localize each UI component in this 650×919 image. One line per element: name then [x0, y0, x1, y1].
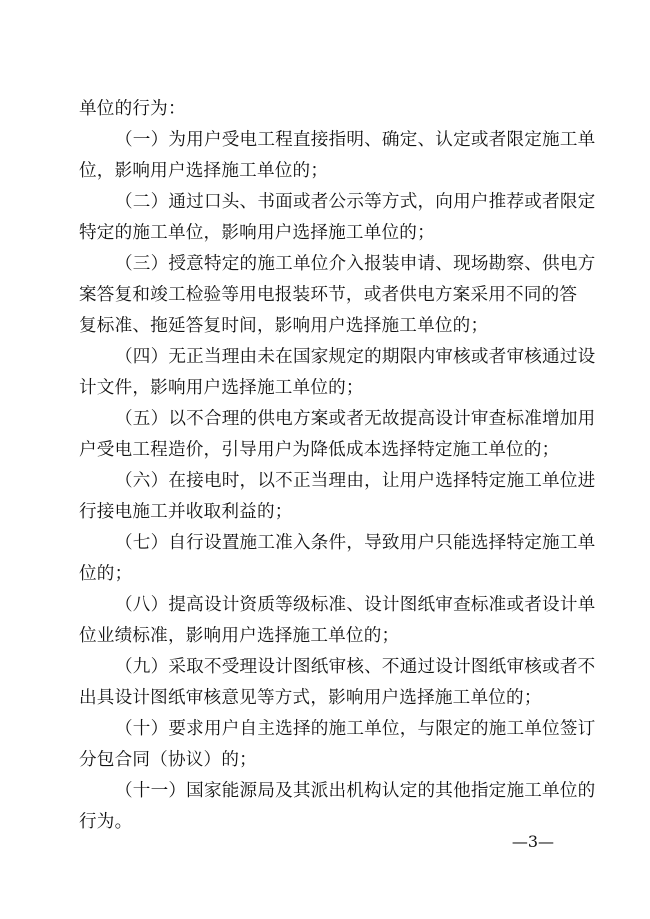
text-line: 出具设计图纸审核意见等方式，影响用户选择施工单位的；: [79, 688, 542, 708]
text-line: （六）在接电时，以不正当理由，让用户选择特定施工单位进: [115, 471, 596, 491]
text-line: （十）要求用户自主选择的施工单位，与限定的施工单位签订: [115, 719, 596, 739]
text-line: 行接电施工并收取利益的；: [79, 502, 293, 522]
text-line: 计文件，影响用户选择施工单位的；: [79, 378, 364, 398]
text-line: （四）无正当理由未在国家规定的期限内审核或者审核通过设: [115, 347, 596, 367]
text-line: （二）通过口头、书面或者公示等方式，向用户推荐或者限定: [115, 192, 596, 212]
page-number: —3—: [511, 832, 554, 851]
text-line: 户受电工程造价，引导用户为降低成本选择特定施工单位的；: [79, 440, 560, 460]
text-line: 案答复和竣工检验等用电报装环节，或者供电方案采用不同的答: [79, 285, 578, 305]
text-line: 位的；: [79, 564, 133, 584]
text-line: （九）采取不受理设计图纸审核、不通过设计图纸审核或者不: [115, 657, 596, 677]
text-line: （三）授意特定的施工单位介入报装申请、现场勘察、供电方: [115, 254, 596, 274]
text-line: 单位的行为：: [79, 99, 186, 119]
text-line: （十一）国家能源局及其派出机构认定的其他指定施工单位的: [115, 781, 596, 801]
text-line: 分包合同（协议）的；: [79, 750, 257, 770]
text-line: （五）以不合理的供电方案或者无故提高设计审查标准增加用: [115, 409, 596, 429]
text-line: 特定的施工单位，影响用户选择施工单位的；: [79, 223, 435, 243]
text-line: 位，影响用户选择施工单位的；: [79, 161, 329, 181]
text-line: （一）为用户受电工程直接指明、确定、认定或者限定施工单: [115, 130, 596, 150]
text-line: 行为。: [79, 812, 133, 832]
text-line: （八）提高设计资质等级标准、设计图纸审查标准或者设计单: [115, 595, 596, 615]
text-line: 位业绩标准，影响用户选择施工单位的；: [79, 626, 400, 646]
text-line: 复标准、拖延答复时间，影响用户选择施工单位的；: [79, 316, 489, 336]
text-line: （七）自行设置施工准入条件，导致用户只能选择特定施工单: [115, 533, 596, 553]
